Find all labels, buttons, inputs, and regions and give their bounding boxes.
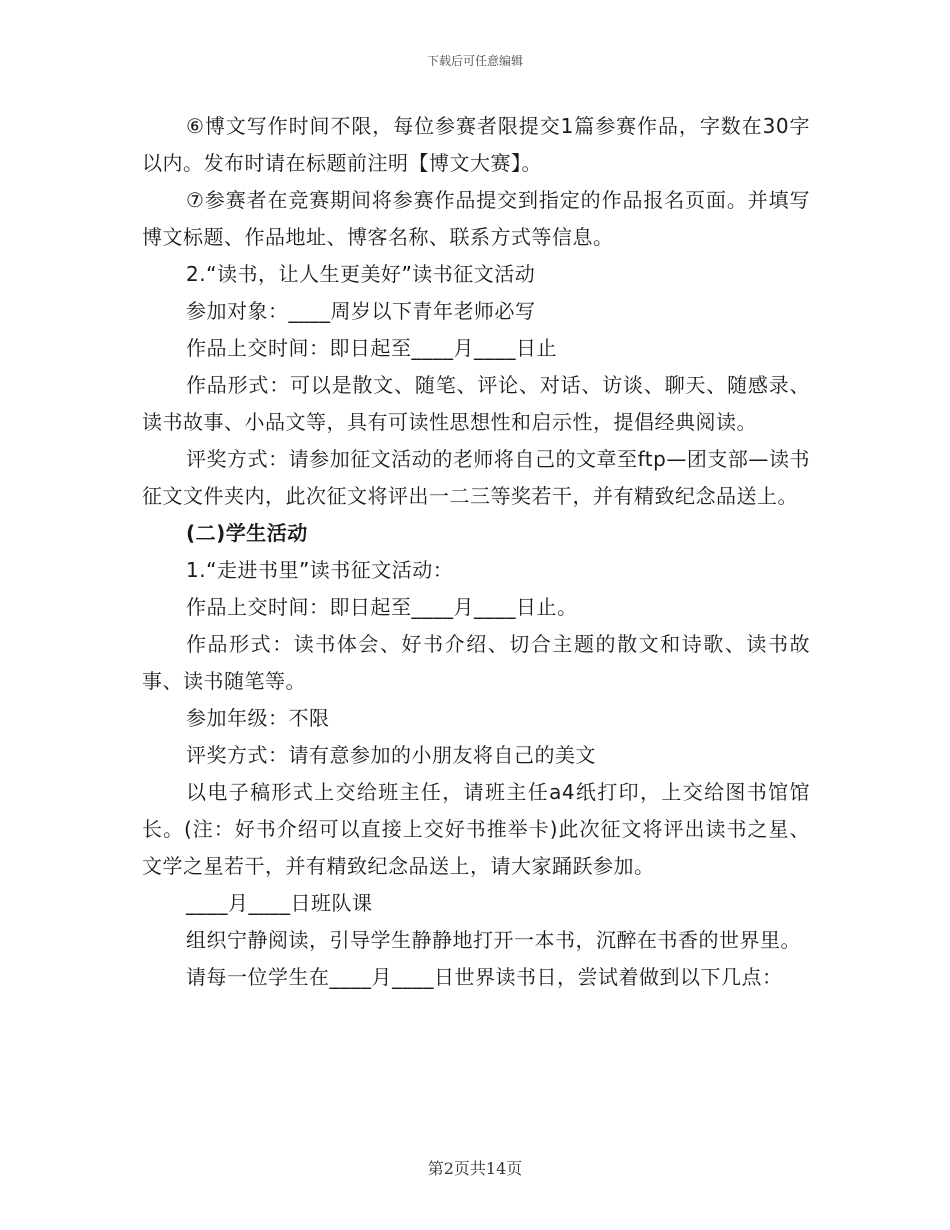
award-method-paragraph: 评奖方式：请参加征文活动的老师将自己的文章至ftp—团支部—读书征文文件夹内，此次征文将评出一二三等奖若干，并有精致纪念品送上。: [142, 447, 810, 508]
paragraph-rule-6: ⑥博文写作时间不限，每位参赛者限提交1篇参赛作品，字数在30字以内。发布时请在标题前注明【博文大赛】。: [142, 114, 810, 175]
document-body: [142, 108, 810, 996]
student-award-method-line: 评奖方式：请有意参加的小朋友将自己的美文: [186, 743, 596, 767]
page-header: 下载后可任意编辑: [426, 54, 523, 68]
participants-line: 参加对象：____周岁以下青年老师必写: [186, 299, 536, 323]
paragraph-rule-7: ⑦参赛者在竞赛期间将参赛作品提交到指定的作品报名页面。并填写博文标题、作品地址、博客名称、联系方式等信息。: [142, 188, 810, 249]
page-footer: 第2页共14页: [427, 1159, 523, 1178]
student-activities-heading: (二)学生活动: [186, 521, 308, 545]
essay-activity-title: 2.“读书，让人生更美好”读书征文活动: [186, 262, 536, 286]
submission-time-line: 作品上交时间：即日起至____月____日止: [186, 336, 557, 360]
work-format-paragraph: 作品形式：可以是散文、随笔、评论、对话、访谈、聊天、随感录、读书故事、小品文等，具有可读性思想性和启示性，提倡经典阅读。: [142, 373, 810, 434]
student-submission-time-line: 作品上交时间：即日起至____月____日止。: [186, 595, 578, 619]
grade-line: 参加年级：不限: [186, 706, 330, 730]
submission-instructions-paragraph: 以电子稿形式上交给班主任，请班主任a4纸打印，上交给图书馆馆长。(注：好书介绍可以直接上交好书推举卡)此次征文将评出读书之星、文学之星若干，并有精致纪念品送上，请大家踊跃参加。: [142, 780, 810, 878]
quiet-reading-paragraph: 组织宁静阅读，引导学生静静地打开一本书，沉醉在书香的世界里。: [186, 928, 801, 952]
student-essay-activity-title: 1.“走进书里”读书征文活动：: [186, 558, 454, 582]
class-meeting-line: ____月____日班队课: [186, 891, 373, 915]
world-book-day-paragraph: 请每一位学生在____月____日世界读书日，尝试着做到以下几点：: [186, 965, 783, 989]
student-work-format-paragraph: 作品形式：读书体会、好书介绍、切合主题的散文和诗歌、读书故事、读书随笔等。: [142, 632, 810, 693]
